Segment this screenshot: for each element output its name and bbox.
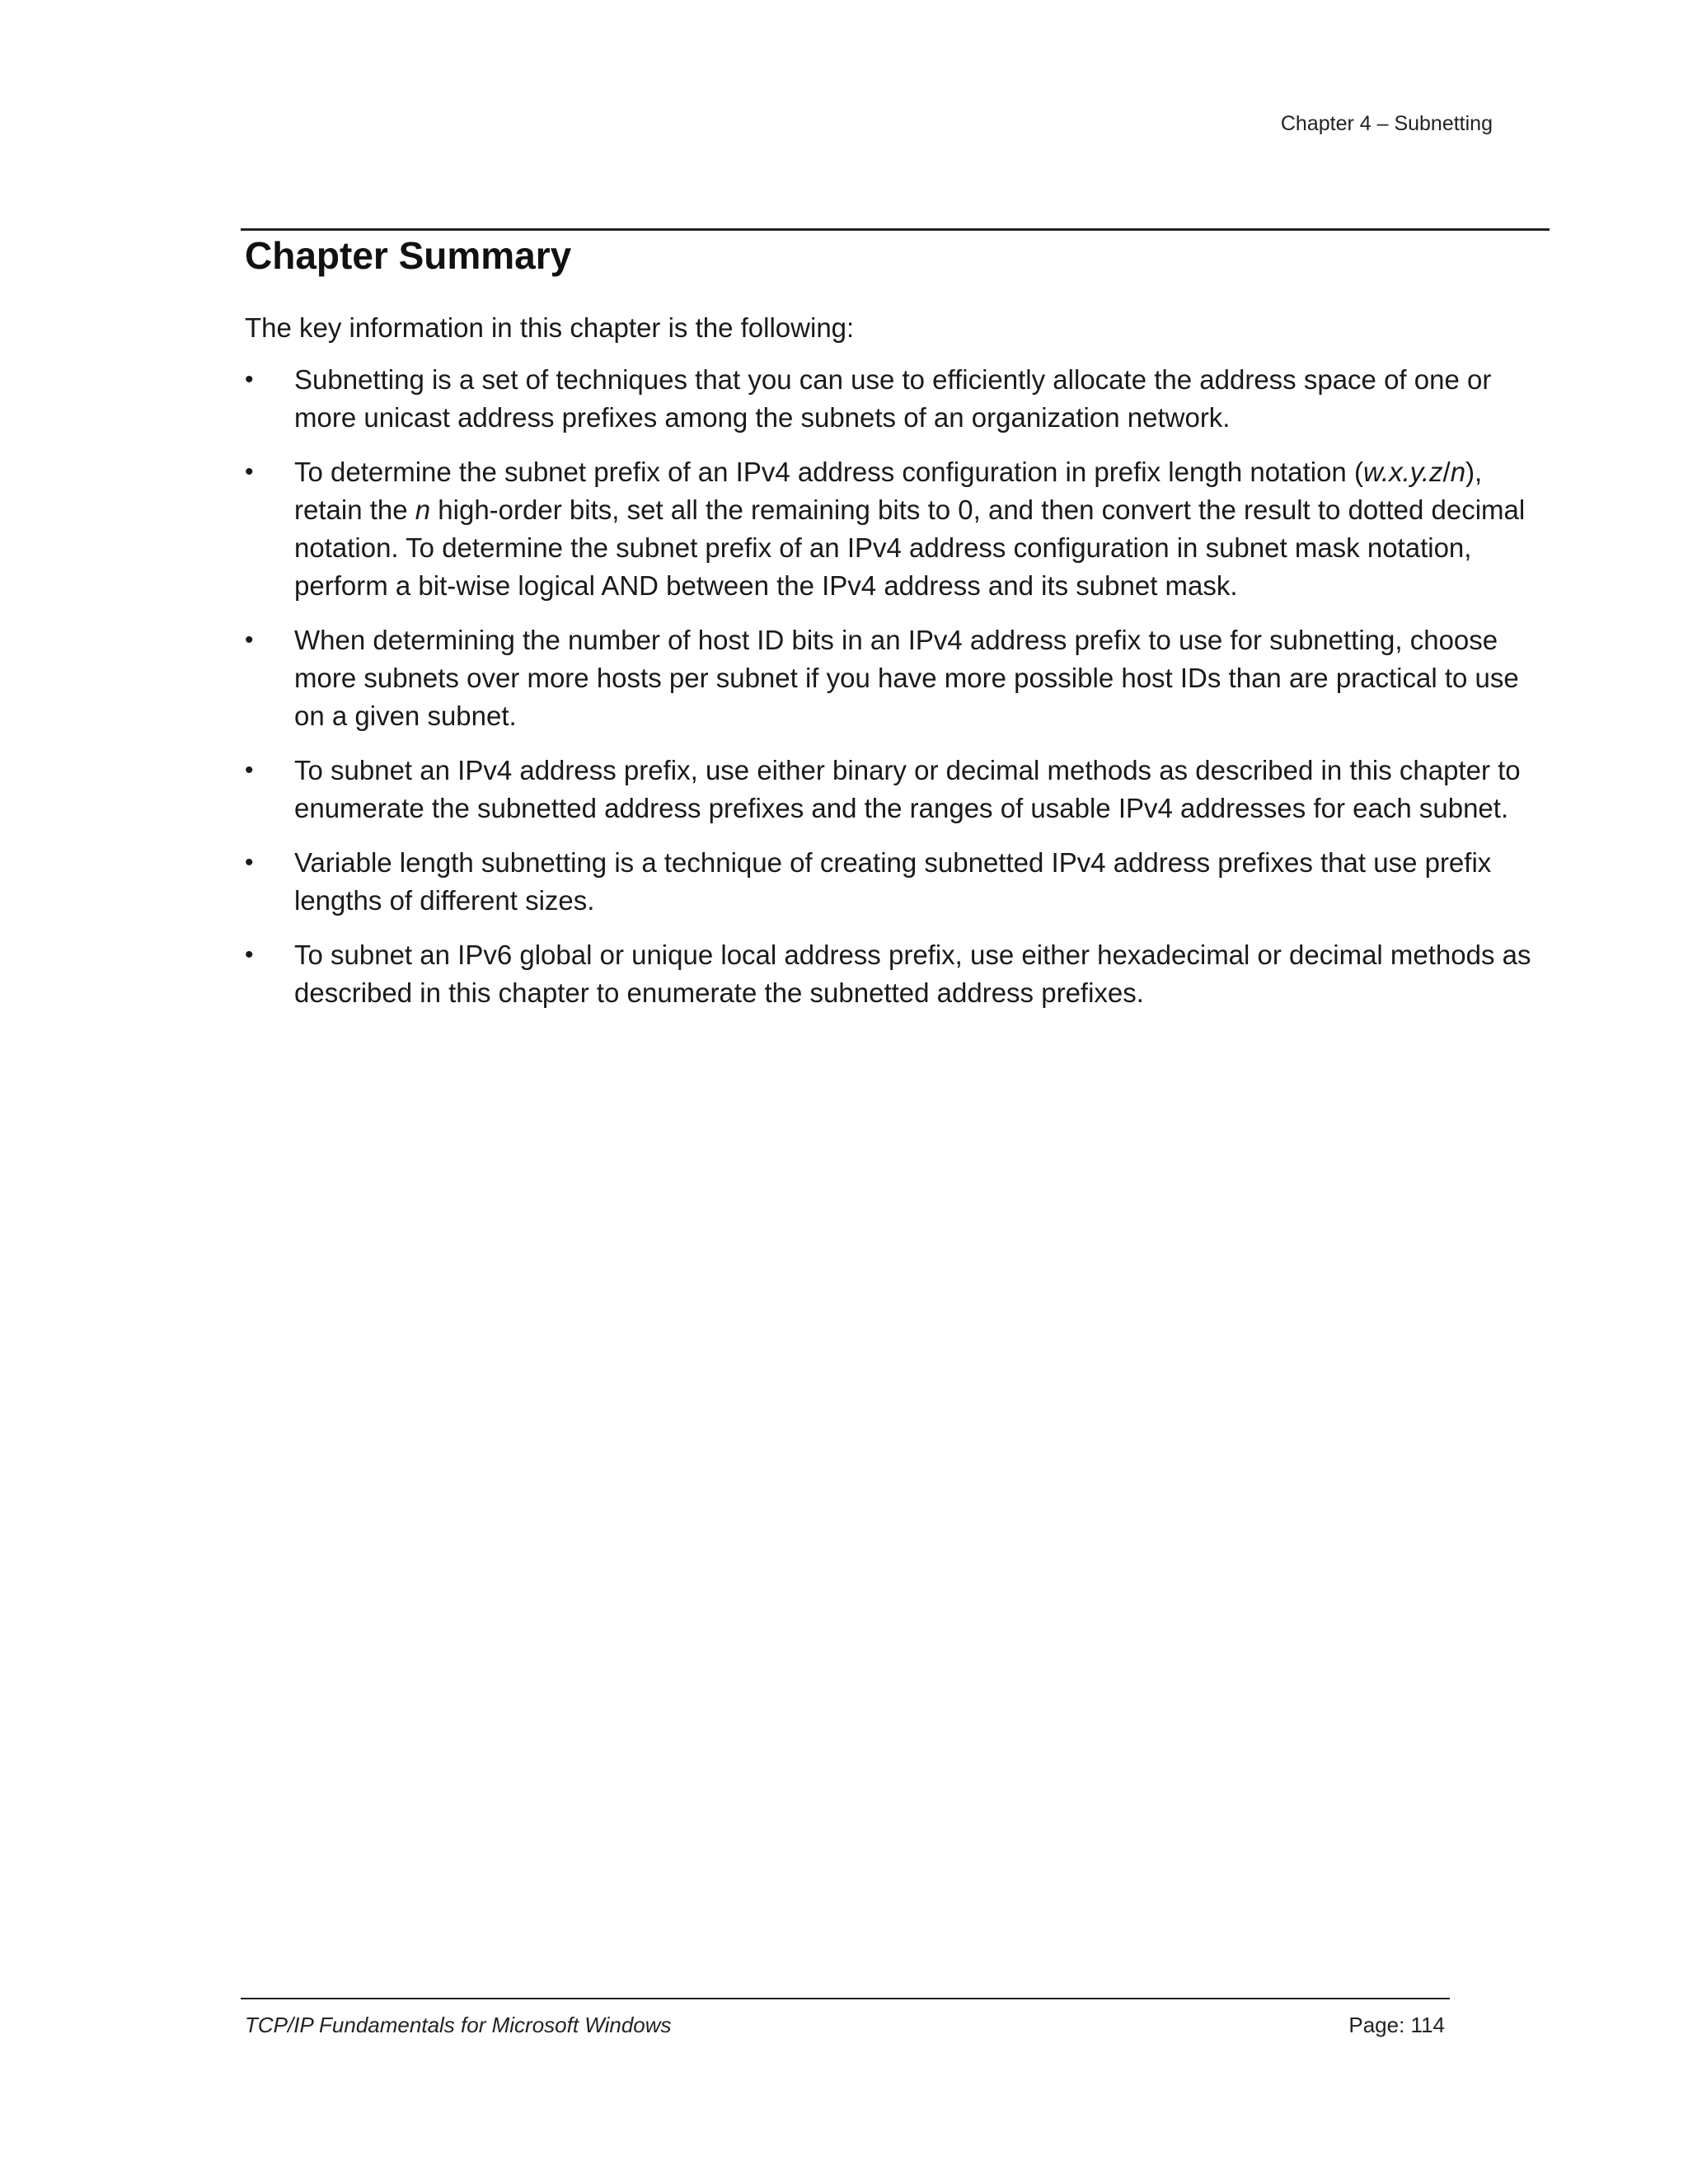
text-segment: To determine the subnet prefix of an IPv4 address configuration in prefix length notation ( [294,457,1363,487]
italic-text: w.x.y.z [1362,457,1443,487]
text-segment: To subnet an IPv6 global or unique local address prefix, use either hexadecimal or decimal methods as described in this chapter to enumerate the subnetted address prefixes. [294,940,1531,1008]
bullet-text [294,940,1531,1008]
bullet-icon: • [245,366,254,393]
running-header: Chapter 4 – Subnetting [1280,112,1493,135]
bullet-icon: • [245,849,254,876]
footer-rule [241,1998,1450,1999]
list-item [245,936,1547,1012]
intro-paragraph: The key information in this chapter is the following: [245,312,855,343]
text-segment: When determining the number of host ID bits in an IPv4 address prefix to use for subnetting, choose more subnets over more hosts per subnet if you have more possible host IDs than are practical to use on a given subnet. [294,625,1519,731]
summary-bullet-list [245,361,1547,1029]
section-title: Chapter Summary [245,234,572,277]
list-item [245,844,1547,920]
text-segment: To subnet an IPv4 address prefix, use either binary or decimal methods as described in this chapter to enumerate the subnetted address prefixes and the ranges of usable IPv4 addresses for each subnet. [294,755,1521,823]
text-segment: Subnetting is a set of techniques that you can use to efficiently allocate the address space of one or more unicast address prefixes among the subnets of an organization network. [294,364,1492,433]
list-item [245,453,1547,605]
bullet-text [294,755,1521,823]
text-segment: ), retain the [294,457,1483,525]
bullet-text [294,625,1519,731]
header-rule [241,228,1550,231]
bullet-text [294,364,1491,433]
footer-book-title: TCP/IP Fundamentals for Microsoft Windows [245,2013,672,2037]
list-item [245,361,1547,437]
bullet-text [294,457,1525,601]
list-item [245,621,1547,735]
footer-page-number: Page: 114 [1348,2013,1445,2037]
bullet-icon: • [245,757,254,784]
text-segment: Variable length subnetting is a technique of creating subnetted IPv4 address prefixes that use prefix lengths of different sizes. [294,847,1492,916]
italic-text: n [1450,457,1466,487]
text-segment: high-order bits, set all the remaining bits to 0, and then convert the result to dotted decimal notation. To determine the subnet prefix of an IPv4 address configuration in subnet mask notation, perform a bit-wise logical AND between the IPv4 address and its subnet mask. [294,494,1526,601]
italic-text: n [415,494,431,525]
text-segment: / [1442,457,1451,487]
list-item [245,752,1547,827]
bullet-icon: • [245,941,254,968]
bullet-text [294,847,1491,916]
bullet-icon: • [245,458,254,485]
bullet-icon: • [245,626,254,654]
